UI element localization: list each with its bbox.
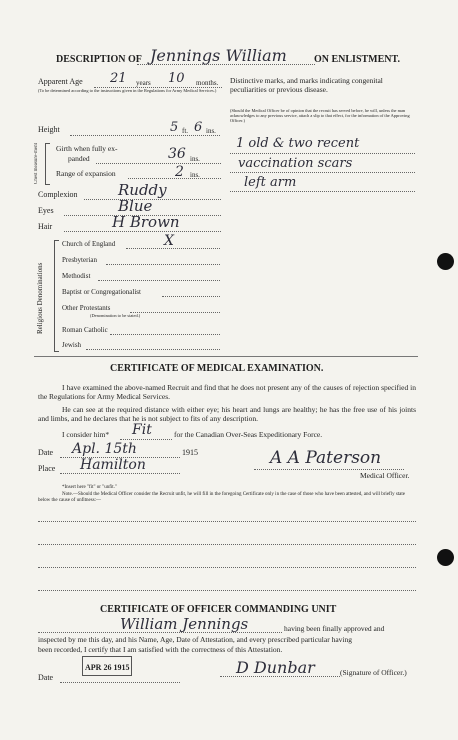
religion-church-of-england-mark: X bbox=[164, 233, 174, 249]
complexion-label: Complexion bbox=[38, 190, 78, 199]
officer-text-line-3: been recorded, I certify that I am satisfied with the correctness of this Attestation. bbox=[38, 645, 283, 654]
medical-officer-label: Medical Officer. bbox=[360, 471, 410, 480]
officer-signature-label: (Signature of Officer.) bbox=[340, 668, 407, 677]
description-title-left: DESCRIPTION OF bbox=[56, 54, 142, 65]
medical-paragraph-1: I have examined the above-named Recruit and find that he does not present any of the causes of rejection specified in the Regulations for Army Medical Services. bbox=[38, 383, 416, 401]
medical-certificate-heading: CERTIFICATE OF MEDICAL EXAMINATION. bbox=[110, 363, 324, 374]
age-note: (To be determined according to the instructions given in the Regulations for Army Medical Services.) bbox=[38, 88, 217, 93]
medical-paragraph-2: He can see at the required distance with either eye; his heart and lungs are healthy; he has the free use of his joints and limbs, and he declares that he is not subject to fits of any description. bbox=[38, 405, 416, 423]
medical-footnote: *Insert here "fit" or "unfit." bbox=[62, 485, 117, 490]
height-label: Height bbox=[38, 125, 60, 134]
religion-methodist: Methodist bbox=[62, 272, 91, 280]
medical-place-handwritten: Hamilton bbox=[80, 457, 146, 473]
officer-text-line-1: having been finally approved and bbox=[284, 624, 385, 633]
consider-him-label: I consider him* bbox=[62, 430, 110, 439]
eyes-handwritten: Blue bbox=[118, 197, 153, 215]
officer-signature: D Dunbar bbox=[236, 658, 315, 677]
girth-label-1: Girth when fully ex- bbox=[56, 144, 118, 153]
chest-label: Chest measure-ment bbox=[34, 143, 39, 184]
fitness-handwritten: Fit bbox=[132, 422, 152, 438]
medical-year: 1915 bbox=[182, 448, 198, 457]
distinctive-marks-label: Distinctive marks, and marks indicating congenital peculiarities or previous disease. bbox=[230, 76, 383, 94]
age-months-handwritten: 10 bbox=[168, 71, 185, 86]
feet-label: ft. bbox=[182, 127, 189, 135]
punch-hole-bottom bbox=[437, 549, 454, 566]
years-label: years bbox=[136, 79, 151, 87]
officer-text-line-2: inspected by me this day, and his Name, Age, Date of Attestation, and every prescribed particular having bbox=[38, 635, 353, 644]
hair-handwritten: H Brown bbox=[112, 213, 180, 231]
medical-date-handwritten: Apl. 15th bbox=[72, 441, 137, 457]
officer-date-label: Date bbox=[38, 673, 54, 682]
religion-presbyterian: Presbyterian bbox=[62, 256, 97, 264]
inches-label: ins. bbox=[206, 127, 216, 135]
hair-label: Hair bbox=[38, 222, 53, 231]
recruit-name-handwritten: Jennings William bbox=[150, 46, 287, 65]
distinctive-marks-note: (Should the Medical Officer be of opinion that the recruit has served before, he will, unless the man acknowledges to any previous service, attach a slip to that effect, for the information of the Approving Officer.) bbox=[230, 108, 410, 123]
range-handwritten: 2 bbox=[175, 164, 184, 180]
distinctive-marks-line-1: 1 old & two recent bbox=[236, 136, 360, 151]
age-years-handwritten: 21 bbox=[110, 71, 127, 86]
religion-jewish: Jewish bbox=[62, 341, 82, 349]
religion-roman-catholic: Roman Catholic bbox=[62, 326, 108, 334]
medical-officer-signature: A A Paterson bbox=[270, 448, 382, 468]
description-title-right: ON ENLISTMENT. bbox=[314, 54, 400, 65]
height-feet-handwritten: 5 bbox=[170, 120, 179, 135]
girth-label-2: panded bbox=[68, 154, 90, 163]
girth-handwritten: 36 bbox=[168, 146, 186, 162]
girth-inches-label: ins. bbox=[190, 155, 200, 163]
medical-note: Note.—Should the Medical Officer consider the Recruit unfit, he will fill in the foregoing Certificate only in the case of those who have been attested, and will briefly state below the cause of unfitness:— bbox=[38, 492, 406, 503]
height-inches-handwritten: 6 bbox=[194, 120, 203, 135]
approval-date-stamp-text: APR 26 1915 bbox=[85, 663, 130, 672]
other-protestants-note: (Denomination to be stated.) bbox=[90, 313, 141, 318]
officer-certificate-heading: CERTIFICATE OF OFFICER COMMANDING UNIT bbox=[100, 604, 337, 615]
religion-church-of-england: Church of England bbox=[62, 240, 116, 248]
months-label: months. bbox=[196, 79, 219, 87]
range-inches-label: ins. bbox=[190, 171, 200, 179]
medical-date-label: Date bbox=[38, 448, 54, 457]
religious-denominations-label: Religious Denominations bbox=[36, 262, 44, 334]
religion-baptist-congregationalist: Baptist or Congregationalist bbox=[62, 288, 141, 296]
complexion-handwritten: Ruddy bbox=[118, 181, 167, 199]
range-label: Range of expansion bbox=[56, 169, 116, 178]
medical-place-label: Place bbox=[38, 464, 56, 473]
apparent-age-label: Apparent Age bbox=[38, 77, 83, 86]
officer-recruit-name-handwritten: William Jennings bbox=[120, 615, 249, 633]
religion-other-protestants: Other Protestants bbox=[62, 304, 111, 312]
distinctive-marks-line-2: vaccination scars bbox=[238, 156, 353, 171]
expeditionary-force-text: for the Canadian Over-Seas Expeditionary Force. bbox=[174, 430, 323, 439]
punch-hole-top bbox=[437, 253, 454, 270]
distinctive-marks-line-3: left arm bbox=[244, 175, 297, 190]
approval-date-stamp bbox=[82, 656, 132, 676]
eyes-label: Eyes bbox=[38, 206, 54, 215]
